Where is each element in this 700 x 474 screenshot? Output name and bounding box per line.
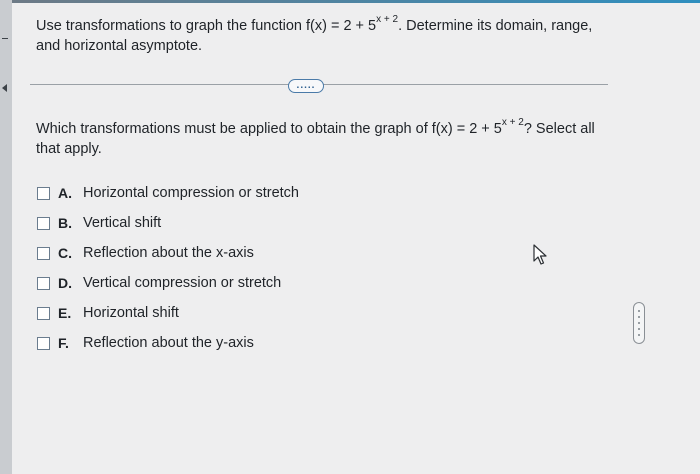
prompt-part1: Which transformations must be applied to obtain the graph of f(x) = 2 + 5 [36,121,502,137]
option-a[interactable] [37,178,299,208]
option-letter: B. [58,215,72,231]
mouse-pointer-icon [532,244,548,266]
checkbox-f[interactable] [37,337,50,350]
option-f[interactable] [37,328,299,358]
question-panel [12,0,700,474]
prompt-part2: ? Select all that apply. [36,121,595,157]
top-accent-bar [12,0,700,3]
handle-dot [638,328,640,330]
option-c[interactable] [37,238,299,268]
show-more-button[interactable]: ..... [288,79,324,93]
option-label: Reflection about the x-axis [83,245,254,261]
handle-dot [638,334,640,336]
left-edge-tick [2,38,8,39]
checkbox-b[interactable] [37,217,50,230]
collapse-arrow-icon[interactable] [2,84,7,92]
question-part2: . Determine its domain, range, and horizontal asymptote. [36,18,593,54]
option-e[interactable] [37,298,299,328]
handle-dot [638,322,640,324]
side-scroll-handle[interactable] [633,302,645,344]
option-label: Horizontal compression or stretch [83,185,299,201]
option-letter: F. [58,335,69,351]
checkbox-e[interactable] [37,307,50,320]
option-label: Vertical compression or stretch [83,275,282,291]
option-label: Reflection about the y-axis [83,335,254,351]
question-part1: Use transformations to graph the function f(x) = 2 + 5 [36,18,377,34]
option-b[interactable] [37,208,299,238]
checkbox-a[interactable] [37,187,50,200]
handle-dot [638,310,640,312]
option-letter: A. [58,185,72,201]
question-text [36,16,596,56]
prompt-text [36,119,596,159]
checkbox-d[interactable] [37,277,50,290]
question-exponent: x + 2 [376,14,399,26]
option-letter: D. [58,275,72,291]
option-letter: E. [58,305,72,321]
option-d[interactable] [37,268,299,298]
option-letter: C. [58,245,72,261]
checkbox-c[interactable] [37,247,50,260]
prompt-exponent: x + 2 [501,117,524,129]
option-label: Horizontal shift [83,305,179,321]
answer-options [37,178,299,358]
handle-dot [638,316,640,318]
option-label: Vertical shift [83,215,162,231]
